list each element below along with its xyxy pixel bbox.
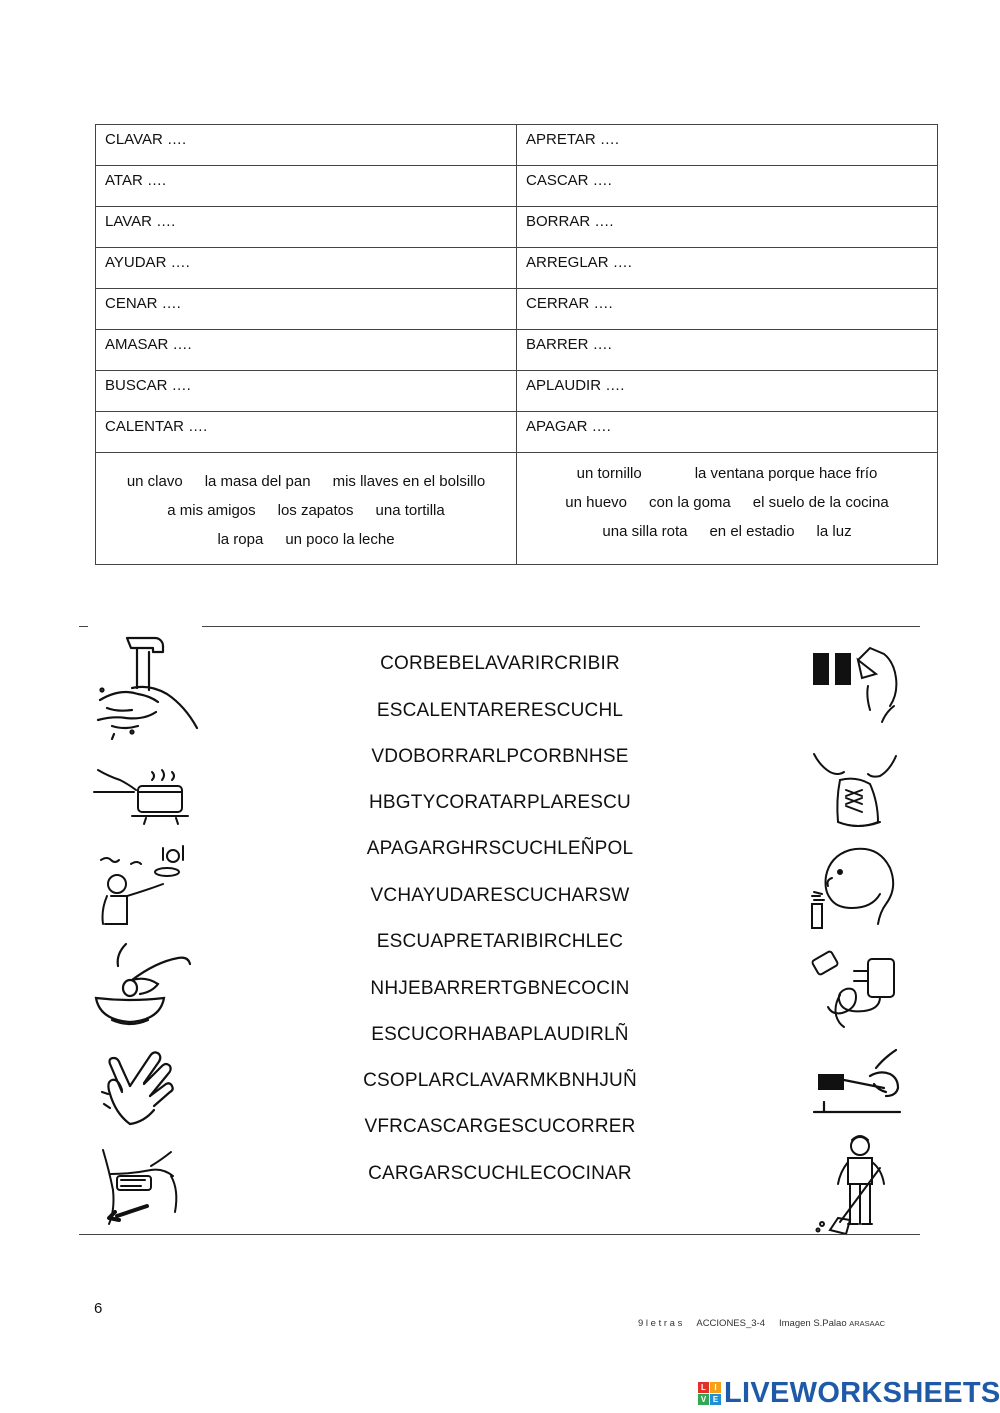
divider-line	[79, 1234, 920, 1235]
verb-cell-right: BORRAR ….	[517, 207, 938, 248]
sweeping-boy-picture	[812, 1132, 900, 1236]
option-word: la ventana porque hace frío	[694, 465, 878, 482]
option-word: un tornillo	[576, 465, 642, 482]
footer-credit	[638, 1318, 885, 1329]
option-word: los zapatos	[277, 502, 354, 519]
verb-cell-left: LAVAR ….	[96, 207, 517, 248]
option-word: una tortilla	[375, 502, 445, 519]
word-search-row: VCHAYUDARESCUCHARSW	[370, 885, 630, 906]
options-line	[525, 488, 929, 517]
verb-cell-right: APRETAR ….	[517, 125, 938, 166]
options-line	[525, 459, 929, 488]
option-word: a mis amigos	[167, 502, 256, 519]
phone-charger-picture	[810, 945, 898, 1031]
verb-cell-right: CASCAR ….	[517, 166, 938, 207]
verb-cell-right: APLAUDIR ….	[517, 371, 938, 412]
verb-cell-left: AYUDAR ….	[96, 248, 517, 289]
word-search-row: ESCUCORHABAPLAUDIRLÑ	[371, 1024, 629, 1045]
options-cell-left	[96, 453, 517, 565]
verb-cell-left: AMASAR ….	[96, 330, 517, 371]
verb-cell-right: ARREGLAR ….	[517, 248, 938, 289]
verb-cell-right: BARRER ….	[517, 330, 938, 371]
word-search-row: CORBEBELAVARIRCRIBIR	[380, 653, 620, 674]
logo-letter: E	[710, 1394, 721, 1405]
option-word: un poco la leche	[285, 531, 395, 548]
verb-row	[96, 330, 938, 371]
verb-row	[96, 248, 938, 289]
verb-row	[96, 207, 938, 248]
verb-cell-left: CENAR ….	[96, 289, 517, 330]
verb-cell-left: CLAVAR ….	[96, 125, 517, 166]
logo-text: LIVEWORKSHEETS	[724, 1376, 1000, 1409]
option-word: en el estadio	[709, 523, 795, 540]
verb-cell-right: APAGAR ….	[517, 412, 938, 453]
option-word: la masa del pan	[204, 473, 311, 490]
logo-letter: L	[698, 1382, 709, 1393]
word-search-row: NHJEBARRERTGBNECOCIN	[370, 978, 630, 999]
verb-cell-left: CALENTAR ….	[96, 412, 517, 453]
verb-row	[96, 289, 938, 330]
credit-letters: 9 l e t r a s	[638, 1318, 683, 1329]
verb-table	[95, 124, 938, 565]
credit-title: ACCIONES_3-4	[696, 1318, 765, 1329]
divider-line	[202, 626, 920, 627]
eraser-erasing-picture	[810, 640, 906, 726]
options-line	[525, 517, 929, 546]
option-word: mis llaves en el bolsillo	[332, 473, 486, 490]
credit-image: Imagen S.Palao	[779, 1318, 847, 1329]
credit-source: ARASAAC	[849, 1319, 886, 1328]
word-search-row: CSOPLARCLAVARMKBNHJUÑ	[363, 1070, 637, 1091]
liveworksheets-logo[interactable]	[698, 1378, 1000, 1408]
hammer-nail-picture	[810, 1048, 902, 1118]
word-search-row: ESCUAPRETARIBIRCHLEC	[376, 931, 624, 952]
tying-shoes-picture	[812, 750, 898, 832]
logo-letter: I	[710, 1382, 721, 1393]
option-word: una silla rota	[602, 523, 688, 540]
heating-pot-picture	[92, 752, 192, 830]
options-line	[104, 525, 508, 554]
verb-table-body	[96, 125, 938, 565]
logo-letter: V	[698, 1394, 709, 1405]
word-search-row: APAGARGHRSCUCHLEÑPOL	[366, 838, 634, 859]
verb-cell-left: BUSCAR ….	[96, 371, 517, 412]
blowing-candle-picture	[810, 842, 898, 930]
word-search-row: VFRCASCARGESCUCORRER	[364, 1116, 636, 1137]
options-line	[104, 467, 508, 496]
logo-mark-icon	[698, 1382, 721, 1405]
option-word: un clavo	[126, 473, 183, 490]
divider-line	[79, 626, 88, 627]
options-line	[104, 496, 508, 525]
options-row	[96, 453, 938, 565]
searching-ball-picture	[95, 842, 187, 928]
option-word: con la goma	[649, 494, 731, 511]
option-word: la ropa	[217, 531, 264, 548]
washing-hands-picture	[92, 630, 202, 740]
cracking-egg-picture	[92, 940, 192, 1032]
pocket-keys-picture	[97, 1146, 187, 1226]
option-word: la luz	[816, 523, 852, 540]
options-cell-right	[517, 453, 938, 565]
verb-cell-right: CERRAR ….	[517, 289, 938, 330]
word-search-row: ESCALENTARERESCUCHL	[376, 700, 624, 721]
clapping-hands-picture	[100, 1044, 190, 1130]
verb-row	[96, 166, 938, 207]
word-search-row: CARGARSCUCHLECOCINAR	[368, 1163, 632, 1184]
page-number: 6	[94, 1300, 103, 1317]
verb-row	[96, 125, 938, 166]
option-word: el suelo de la cocina	[752, 494, 889, 511]
word-search-row: VDOBORRARLPCORBNHSE	[371, 746, 629, 767]
verb-cell-left: ATAR ….	[96, 166, 517, 207]
verb-row	[96, 412, 938, 453]
option-word: un huevo	[565, 494, 628, 511]
word-search-row: HBGTYCORATARPLARESCU	[369, 792, 631, 813]
verb-row	[96, 371, 938, 412]
